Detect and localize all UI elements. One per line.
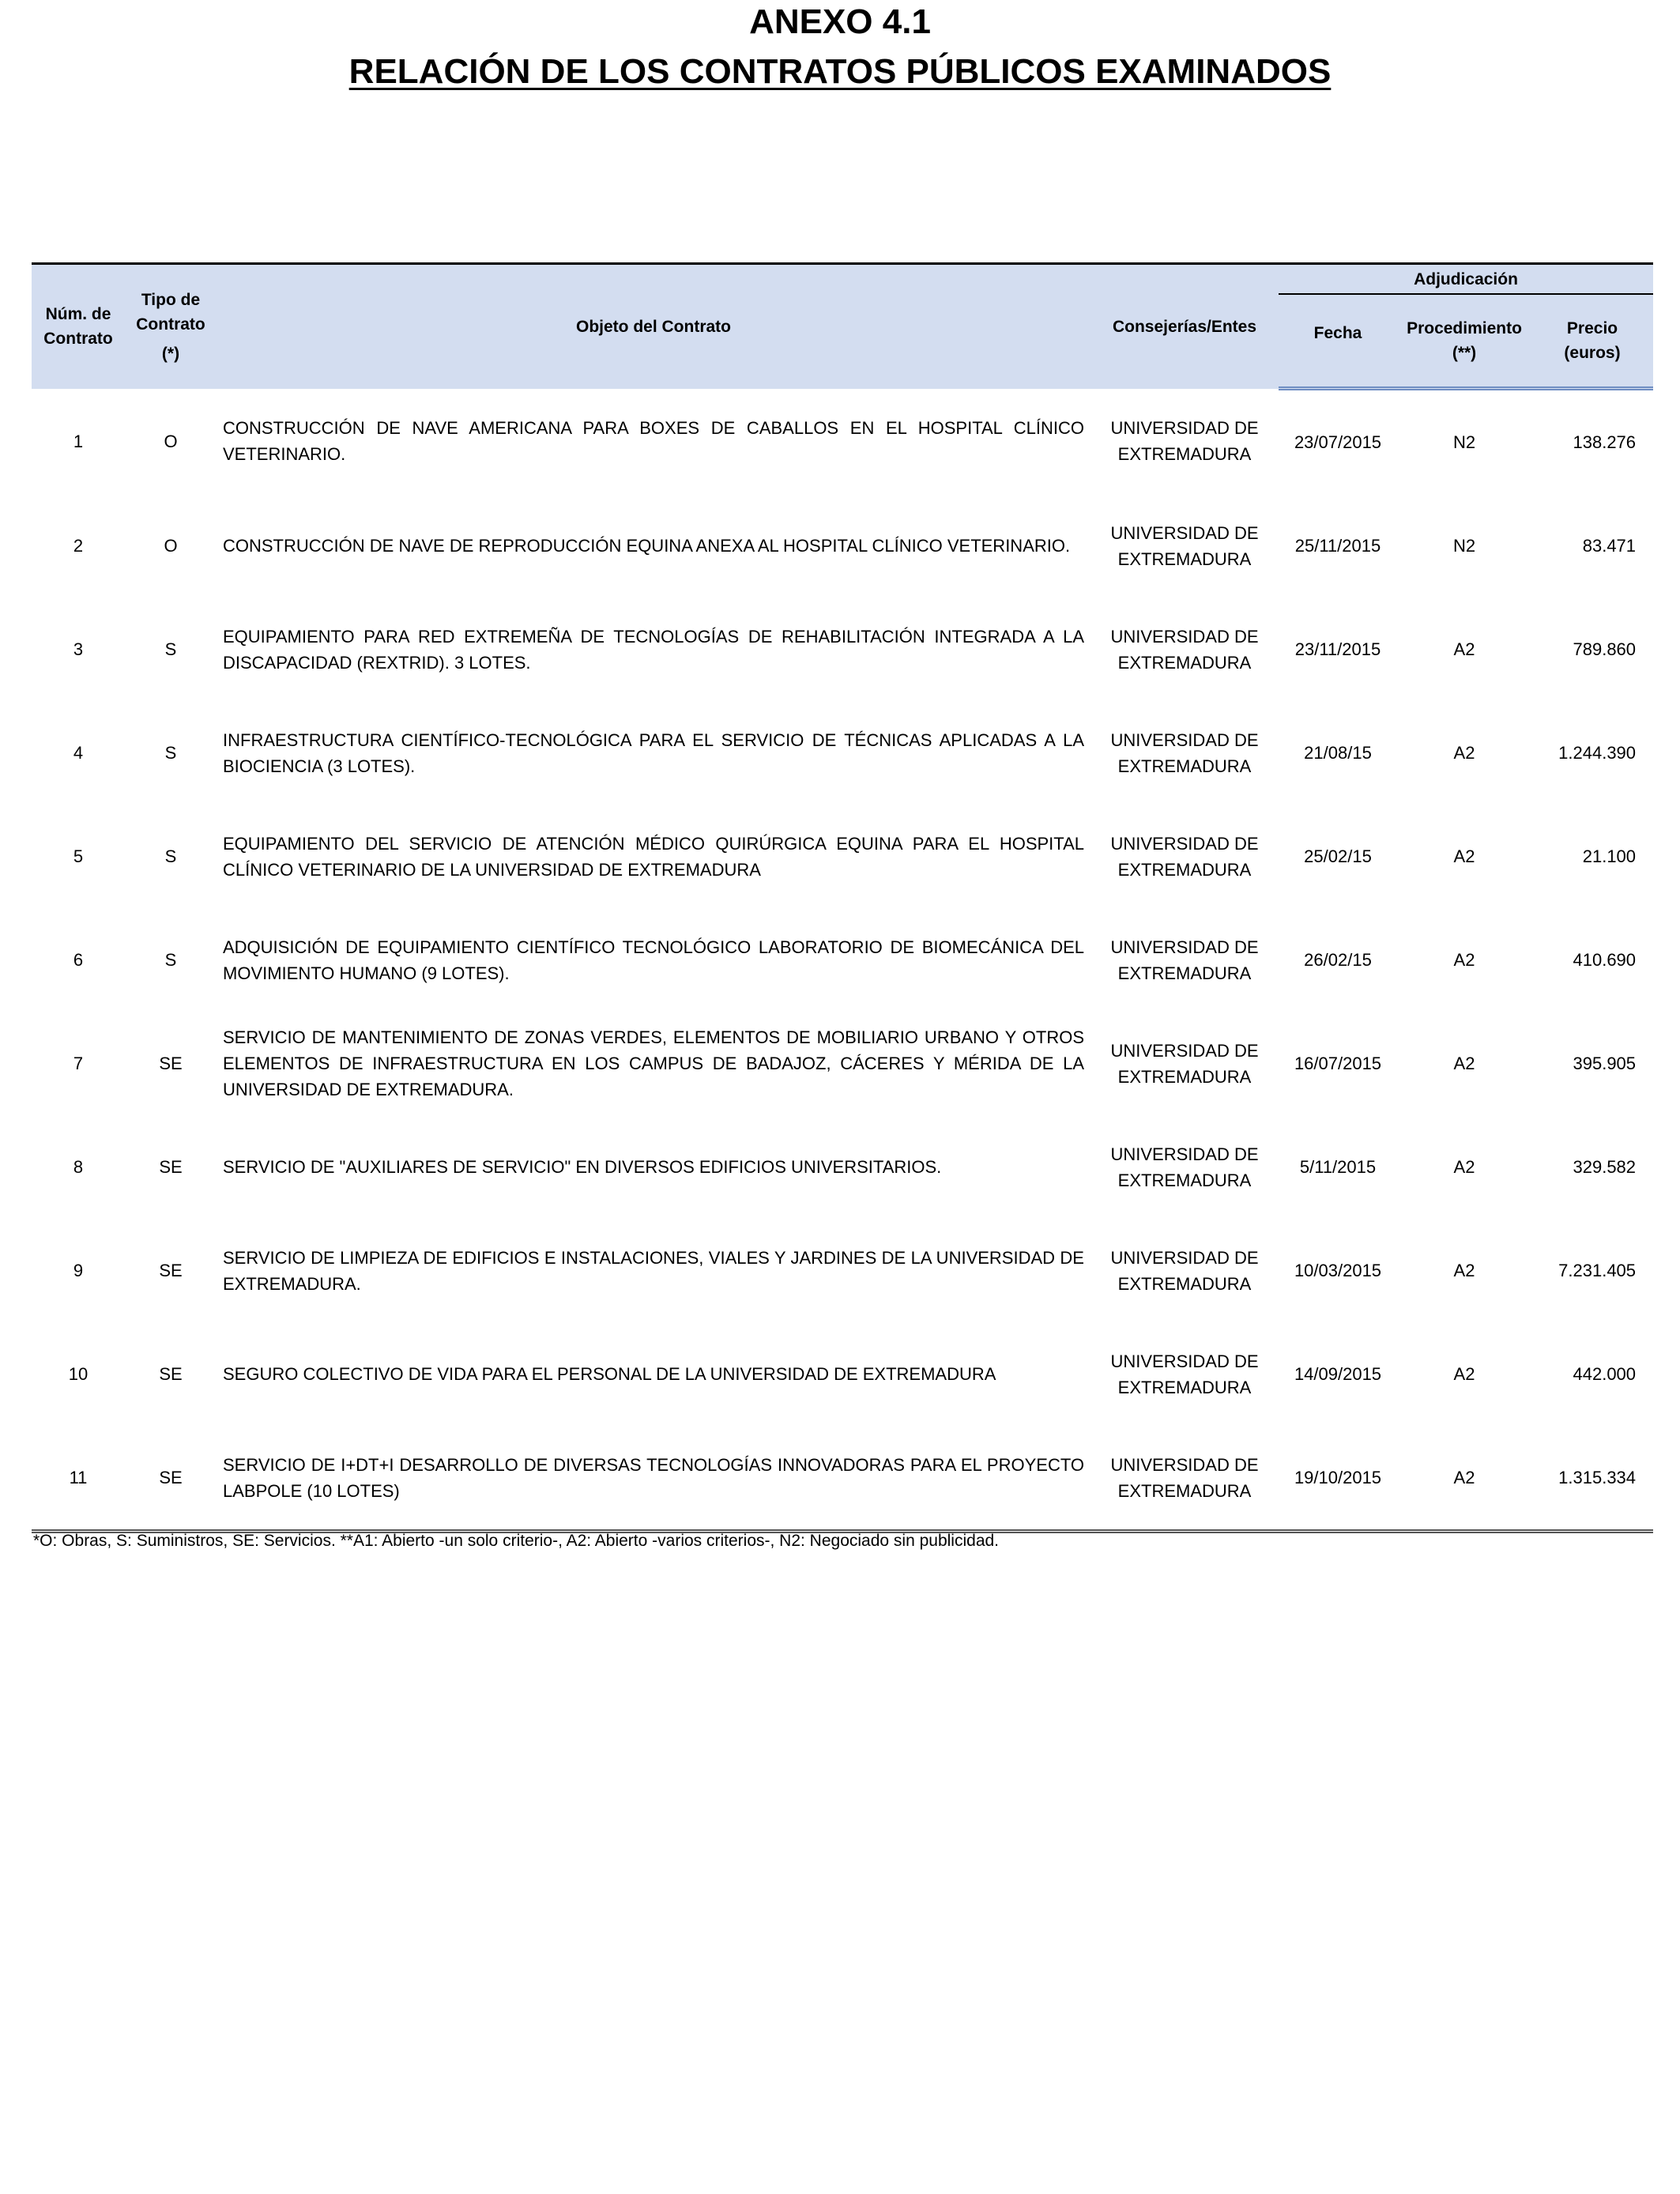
header-procedimiento (1397, 294, 1531, 389)
cell-ente-line1: UNIVERSIDAD DE (1110, 833, 1259, 854)
cell-objeto: INFRAESTRUCTURA CIENTÍFICO-TECNOLÓGICA PARA EL SERVICIO DE TÉCNICAS APLICADAS A LA BIOCIENCIA (3 LOTES). (223, 729, 1084, 776)
cell-tipo: S (164, 950, 177, 970)
cell-num: 7 (73, 1054, 84, 1073)
table-body (32, 389, 1653, 1532)
cell-precio: 410.690 (1573, 950, 1637, 970)
cell-num: 3 (73, 639, 84, 659)
header-fecha: Fecha (1279, 294, 1397, 389)
cell-ente-line1: UNIVERSIDAD DE (1110, 1040, 1259, 1061)
cell-ente-line2: EXTREMADURA (1117, 444, 1252, 465)
cell-ente-line2: EXTREMADURA (1117, 756, 1252, 776)
cell-precio: 21.100 (1582, 846, 1637, 866)
cell-ente-line1: UNIVERSIDAD DE (1110, 1454, 1259, 1475)
cell-tipo: SE (159, 1261, 183, 1280)
cell-procedimiento: N2 (1452, 536, 1476, 556)
cell-ente (1090, 1115, 1279, 1219)
cell-ente-line2: EXTREMADURA (1117, 1480, 1252, 1501)
cell-ente-line2: EXTREMADURA (1117, 652, 1252, 673)
table-row (32, 1219, 1653, 1322)
cell-num: 1 (73, 431, 84, 451)
footnote: *O: Obras, S: Suministros, SE: Servicios. **A1: Abierto -un solo criterio-, A2: Abierto -varios criterios-, N2: Negociado sin publicidad. (33, 1532, 1000, 1550)
cell-precio: 1.244.390 (1558, 743, 1637, 763)
cell-ente (1090, 1012, 1279, 1115)
cell-fecha: 26/02/15 (1304, 950, 1372, 970)
cell-tipo: SE (125, 1426, 217, 1532)
cell-ente (1090, 1219, 1279, 1322)
cell-procedimiento: N2 (1452, 432, 1476, 452)
cell-tipo: SE (159, 1054, 183, 1073)
cell-procedimiento: A2 (1453, 639, 1475, 659)
table-row (32, 1012, 1653, 1115)
table-row (32, 1426, 1653, 1532)
cell-procedimiento: A2 (1453, 846, 1475, 866)
cell-procedimiento: A2 (1453, 1054, 1475, 1073)
cell-precio: 138.276 (1573, 432, 1637, 452)
table-row (32, 701, 1653, 805)
cell-ente-line2: EXTREMADURA (1117, 1377, 1252, 1397)
table-row (32, 1115, 1653, 1219)
cell-tipo: S (164, 846, 177, 866)
cell-num: 10 (68, 1364, 89, 1384)
cell-ente (1090, 389, 1279, 495)
cell-precio: 789.860 (1573, 639, 1637, 659)
cell-ente (1090, 701, 1279, 805)
table-row (32, 805, 1653, 908)
contracts-table (32, 262, 1653, 1533)
cell-objeto: SERVICIO DE I+DT+I DESARROLLO DE DIVERSAS TECNOLOGÍAS INNOVADORAS PARA EL PROYECTO LABPOLE (10 LOTES) (217, 1426, 1090, 1532)
header-entes: Consejerías/Entes (1090, 264, 1279, 389)
cell-fecha: 21/08/15 (1304, 743, 1372, 763)
cell-procedimiento: A2 (1453, 1157, 1475, 1177)
header-tipo-contrato (125, 264, 217, 389)
cell-ente-line2: EXTREMADURA (1117, 1273, 1252, 1294)
cell-fecha: 5/11/2015 (1299, 1157, 1377, 1177)
cell-ente-line2: EXTREMADURA (1117, 548, 1252, 569)
cell-procedimiento: A2 (1453, 1261, 1475, 1280)
cell-ente-line1: UNIVERSIDAD DE (1110, 626, 1259, 647)
cell-fecha: 23/11/2015 (1294, 639, 1381, 659)
cell-num: 2 (73, 536, 84, 556)
header-tipo-line1: Tipo de (141, 290, 201, 309)
cell-ente-line2: EXTREMADURA (1117, 1066, 1252, 1087)
cell-precio: 329.582 (1573, 1157, 1637, 1177)
cell-tipo: SE (159, 1157, 183, 1177)
cell-ente (1090, 494, 1279, 598)
table-header (32, 264, 1653, 389)
cell-objeto: EQUIPAMIENTO DEL SERVICIO DE ATENCIÓN MÉDICO QUIRÚRGICA EQUINA PARA EL HOSPITAL CLÍNICO VETERINARIO DE LA UNIVERSIDAD DE EXTREMADURA (223, 833, 1084, 880)
cell-procedimiento: A2 (1453, 743, 1475, 763)
cell-procedimiento: A2 (1397, 1426, 1531, 1532)
cell-fecha: 16/07/2015 (1294, 1054, 1382, 1073)
cell-objeto: SEGURO COLECTIVO DE VIDA PARA EL PERSONAL DE LA UNIVERSIDAD DE EXTREMADURA (223, 1364, 996, 1384)
cell-objeto: ADQUISICIÓN DE EQUIPAMIENTO CIENTÍFICO TECNOLÓGICO LABORATORIO DE BIOMECÁNICA DEL MOVIMIENTO HUMANO (9 LOTES). (223, 937, 1084, 983)
header-precio-line1: Precio (1566, 319, 1618, 337)
cell-fecha: 19/10/2015 (1279, 1426, 1397, 1532)
header-num-line1: Núm. de (45, 305, 111, 324)
cell-precio: 442.000 (1573, 1364, 1637, 1384)
table-row (32, 494, 1653, 598)
annex-title: ANEXO 4.1 (749, 2, 931, 41)
cell-ente-line1: UNIVERSIDAD DE (1110, 1144, 1259, 1164)
cell-objeto: CONSTRUCCIÓN DE NAVE AMERICANA PARA BOXES DE CABALLOS EN EL HOSPITAL CLÍNICO VETERINARIO. (223, 418, 1084, 465)
cell-procedimiento: A2 (1453, 1364, 1475, 1384)
cell-fecha: 25/11/2015 (1294, 536, 1381, 556)
cell-num: 6 (73, 950, 84, 970)
cell-ente-line1: UNIVERSIDAD DE (1110, 1247, 1259, 1268)
cell-objeto: SERVICIO DE "AUXILIARES DE SERVICIO" EN DIVERSOS EDIFICIOS UNIVERSITARIOS. (223, 1157, 942, 1177)
cell-num: 4 (73, 743, 84, 763)
cell-tipo: O (164, 536, 178, 556)
cell-fecha: 23/07/2015 (1294, 432, 1382, 452)
cell-tipo: SE (159, 1364, 183, 1384)
cell-num: 8 (73, 1157, 84, 1177)
header-adjudicacion: Adjudicación (1279, 264, 1653, 295)
cell-procedimiento: A2 (1453, 950, 1475, 970)
cell-ente (1090, 598, 1279, 701)
header-tipo-line2: Contrato (136, 315, 205, 334)
cell-precio: 395.905 (1573, 1054, 1637, 1073)
cell-ente-line1: UNIVERSIDAD DE (1110, 522, 1259, 543)
document-subtitle: RELACIÓN DE LOS CONTRATOS PÚBLICOS EXAMINADOS (348, 52, 1332, 91)
header-tipo-line3: (*) (161, 344, 180, 363)
cell-ente-line1: UNIVERSIDAD DE (1110, 937, 1259, 957)
cell-tipo: S (164, 743, 177, 763)
cell-objeto: SERVICIO DE LIMPIEZA DE EDIFICIOS E INSTALACIONES, VIALES Y JARDINES DE LA UNIVERSIDAD DE EXTREMADURA. (223, 1247, 1084, 1294)
cell-ente-line1: UNIVERSIDAD DE (1110, 418, 1259, 439)
cell-precio: 83.471 (1582, 536, 1637, 556)
cell-ente-line1: UNIVERSIDAD DE (1110, 1351, 1259, 1371)
header-precio (1531, 294, 1653, 389)
cell-ente (1090, 805, 1279, 908)
cell-fecha: 14/09/2015 (1294, 1364, 1382, 1384)
cell-tipo: S (164, 639, 177, 659)
cell-ente-line2: EXTREMADURA (1117, 1170, 1252, 1190)
table-row (32, 908, 1653, 1012)
header-proc-line2: (**) (1452, 344, 1477, 362)
table-row (32, 1322, 1653, 1426)
table-row (32, 598, 1653, 701)
cell-objeto: EQUIPAMIENTO PARA RED EXTREMEÑA DE TECNOLOGÍAS DE REHABILITACIÓN INTEGRADA A LA DISCAPACIDAD (REXTRID). 3 LOTES. (223, 626, 1084, 673)
header-proc-line1: Procedimiento (1407, 319, 1522, 337)
cell-precio: 1.315.334 (1531, 1426, 1653, 1532)
header-precio-line2: (euros) (1564, 344, 1621, 362)
cell-ente-line2: EXTREMADURA (1117, 963, 1252, 983)
cell-objeto: CONSTRUCCIÓN DE NAVE DE REPRODUCCIÓN EQUINA ANEXA AL HOSPITAL CLÍNICO VETERINARIO. (223, 536, 1071, 556)
cell-num: 11 (32, 1426, 125, 1532)
cell-objeto: SERVICIO DE MANTENIMIENTO DE ZONAS VERDES, ELEMENTOS DE MOBILIARIO URBANO Y OTROS ELEMENTOS DE INFRAESTRUCTURA EN LOS CAMPUS DE BADAJOZ, CÁCERES Y MÉRIDA DE LA UNIVERSIDAD DE EXTREMADURA. (223, 1027, 1084, 1099)
table-row (32, 389, 1653, 495)
cell-tipo: O (164, 431, 178, 451)
cell-ente (1090, 908, 1279, 1012)
header-objeto: Objeto del Contrato (217, 264, 1090, 389)
cell-num: 5 (73, 846, 84, 866)
cell-ente (1090, 1322, 1279, 1426)
header-num-contrato (32, 264, 125, 389)
cell-precio: 7.231.405 (1558, 1261, 1637, 1280)
cell-fecha: 25/02/15 (1304, 846, 1372, 866)
cell-ente (1090, 1426, 1279, 1532)
cell-num: 9 (73, 1261, 84, 1280)
header-num-line2: Contrato (43, 330, 113, 349)
cell-ente-line2: EXTREMADURA (1117, 859, 1252, 880)
cell-fecha: 10/03/2015 (1294, 1261, 1382, 1280)
cell-ente-line1: UNIVERSIDAD DE (1110, 729, 1259, 750)
